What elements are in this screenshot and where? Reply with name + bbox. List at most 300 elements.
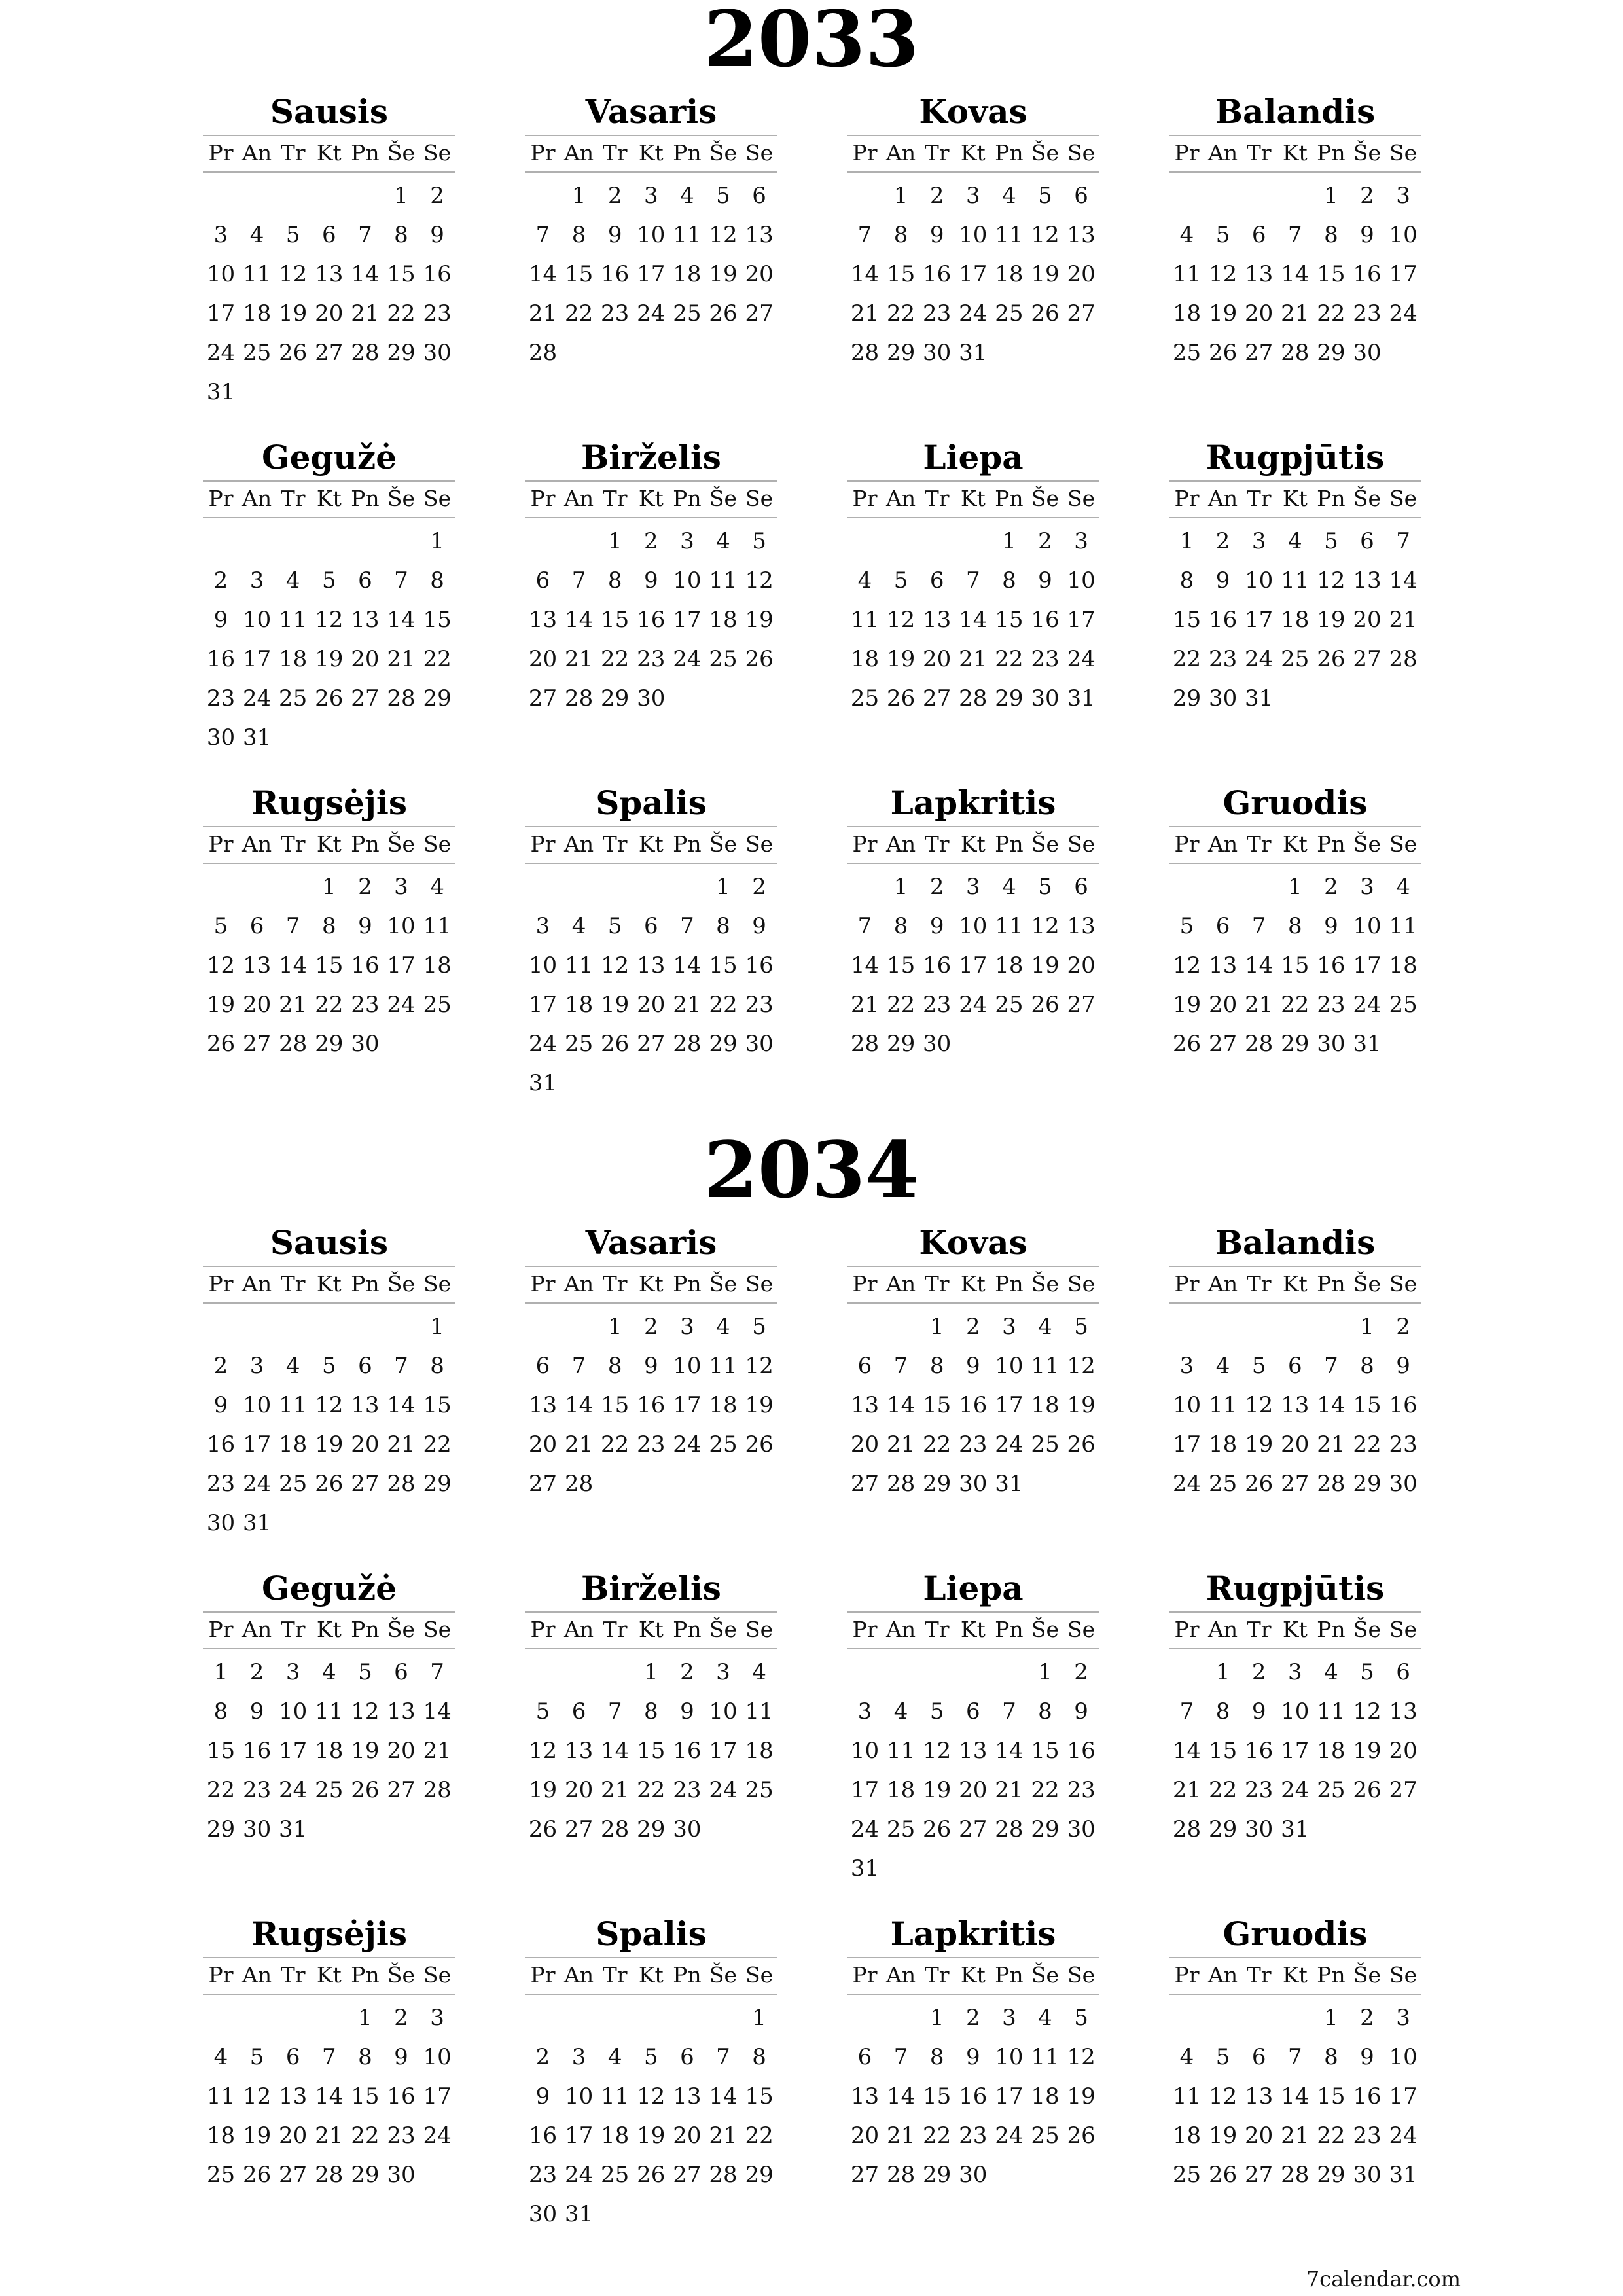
day-cell: 26: [923, 1816, 952, 1842]
day-cell: 7: [1396, 528, 1410, 554]
day-cell: 4: [571, 913, 586, 939]
day-cell: 11: [423, 913, 452, 939]
weekday-label: Pn: [351, 140, 380, 166]
day-cell: 3: [394, 874, 408, 900]
day-cell: 28: [850, 340, 880, 366]
day-cell: 4: [1179, 2044, 1194, 2070]
day-cell: 2: [680, 1659, 694, 1685]
day-cell: 7: [680, 913, 694, 939]
day-cell: 25: [1317, 1777, 1346, 1803]
day-cell: 12: [601, 952, 630, 978]
day-cell: 16: [745, 952, 774, 978]
day-cell: 24: [206, 340, 236, 366]
day-cell: 27: [528, 1471, 558, 1497]
month-divider: [203, 135, 455, 136]
weekday-label: An: [886, 1617, 916, 1642]
weekday-divider: [1169, 1648, 1421, 1649]
weekday-divider: [1169, 1302, 1421, 1304]
day-cell: 21: [564, 1431, 594, 1458]
day-cell: 7: [857, 913, 872, 939]
day-cell: 16: [1208, 607, 1238, 633]
day-cell: 19: [1353, 1738, 1382, 1764]
day-cell: 6: [1396, 1659, 1410, 1685]
day-cell: 5: [1179, 913, 1194, 939]
day-cell: 7: [607, 1698, 622, 1725]
day-cell: 3: [643, 183, 658, 209]
day-cell: 5: [716, 183, 730, 209]
day-cell: 1: [1002, 528, 1016, 554]
weekday-label: An: [886, 486, 916, 511]
month-divider: [847, 1957, 1099, 1958]
day-cell: 31: [242, 725, 272, 751]
weekday-label: Tr: [602, 1271, 628, 1297]
day-cell: 4: [1038, 2005, 1052, 2031]
day-cell: 9: [1324, 913, 1338, 939]
day-cell: 8: [571, 222, 586, 248]
day-cell: 19: [1317, 607, 1346, 633]
day-cell: 17: [673, 1392, 702, 1418]
month-divider: [847, 1611, 1099, 1613]
weekday-label: Tr: [924, 831, 950, 857]
day-cell: 18: [673, 261, 702, 287]
day-cell: 2: [929, 183, 944, 209]
day-cell: 2: [929, 874, 944, 900]
weekday-label: Se: [745, 1617, 774, 1642]
day-cell: 3: [1179, 1353, 1194, 1379]
day-cell: 18: [1172, 300, 1202, 327]
day-cell: 22: [601, 1431, 630, 1458]
day-cell: 12: [1208, 2083, 1238, 2109]
day-cell: 3: [1360, 874, 1374, 900]
day-cell: 25: [279, 1471, 308, 1497]
month-name: Gegužė: [261, 1569, 397, 1607]
weekday-label: Kt: [638, 1271, 664, 1297]
day-cell: 15: [564, 261, 594, 287]
day-cell: 18: [601, 2123, 630, 2149]
day-cell: 20: [637, 992, 666, 1018]
day-cell: 4: [213, 2044, 228, 2070]
day-cell: 21: [850, 300, 880, 327]
day-cell: 28: [886, 1471, 916, 1497]
day-cell: 26: [1067, 2123, 1096, 2149]
day-cell: 5: [752, 528, 766, 554]
weekday-label: Še: [709, 486, 738, 511]
day-cell: 24: [1245, 646, 1274, 672]
day-cell: 29: [923, 2162, 952, 2188]
day-cell: 22: [1208, 1777, 1238, 1803]
day-cell: 18: [423, 952, 452, 978]
weekday-label: Tr: [1246, 1962, 1272, 1988]
day-cell: 2: [1324, 874, 1338, 900]
weekday-divider: [525, 171, 777, 173]
day-cell: 10: [279, 1698, 308, 1725]
day-cell: 9: [1074, 1698, 1088, 1725]
day-cell: 22: [886, 992, 916, 1018]
day-cell: 22: [995, 646, 1024, 672]
weekday-label: Pr: [530, 486, 556, 511]
day-cell: 13: [1353, 567, 1382, 594]
day-cell: 29: [351, 2162, 380, 2188]
month-2033-5: [203, 437, 455, 778]
weekday-label: Se: [1067, 1617, 1096, 1642]
day-cell: 16: [351, 952, 380, 978]
weekday-label: Pr: [208, 1962, 234, 1988]
day-cell: 23: [923, 300, 952, 327]
weekday-label: Pn: [351, 1271, 380, 1297]
weekday-header-row: [525, 139, 777, 168]
day-cell: 15: [745, 2083, 774, 2109]
day-cell: 12: [1067, 1353, 1096, 1379]
day-cell: 20: [528, 1431, 558, 1458]
weekday-label: Pr: [208, 1271, 234, 1297]
weekday-label: Kt: [960, 140, 986, 166]
weekday-divider: [1169, 863, 1421, 864]
day-cell: 6: [857, 1353, 872, 1379]
day-cell: 16: [423, 261, 452, 287]
day-cell: 15: [1353, 1392, 1382, 1418]
day-cell: 17: [959, 952, 988, 978]
day-cell: 13: [923, 607, 952, 633]
month-2034-3: [847, 1223, 1099, 1563]
day-cell: 29: [1031, 1816, 1060, 1842]
day-cell: 30: [423, 340, 452, 366]
day-cell: 12: [1031, 913, 1060, 939]
day-cell: 25: [995, 992, 1024, 1018]
day-cell: 6: [285, 2044, 300, 2070]
day-cell: 24: [637, 300, 666, 327]
day-cell: 7: [394, 567, 408, 594]
weekday-header-row: [525, 1270, 777, 1299]
day-cell: 2: [965, 1314, 980, 1340]
year-block-2033: [0, 0, 1623, 1126]
day-cell: 27: [1281, 1471, 1310, 1497]
day-cell: 14: [850, 952, 880, 978]
day-cell: 18: [709, 1392, 738, 1418]
weekday-label: Se: [1067, 1271, 1096, 1297]
day-cell: 1: [1215, 1659, 1230, 1685]
month-name: Gegužė: [261, 438, 397, 476]
month-name: Rugpjūtis: [1205, 438, 1385, 476]
day-cell: 11: [745, 1698, 774, 1725]
day-cell: 10: [850, 1738, 880, 1764]
day-cell: 19: [1208, 300, 1238, 327]
weekday-divider: [847, 1994, 1099, 1995]
day-cell: 11: [1172, 261, 1202, 287]
day-cell: 17: [1353, 952, 1382, 978]
day-cell: 23: [423, 300, 452, 327]
day-cell: 8: [430, 1353, 444, 1379]
weekday-label: Kt: [638, 486, 664, 511]
day-cell: 27: [1245, 2162, 1274, 2188]
day-cell: 12: [1172, 952, 1202, 978]
day-cell: 4: [1002, 874, 1016, 900]
month-name: Sausis: [270, 92, 389, 131]
day-cell: 25: [673, 300, 702, 327]
day-cell: 25: [1031, 1431, 1060, 1458]
month-name: Liepa: [923, 438, 1024, 476]
weekday-label: An: [564, 831, 594, 857]
day-cell: 20: [850, 2123, 880, 2149]
day-cell: 22: [1317, 2123, 1346, 2149]
day-cell: 22: [923, 2123, 952, 2149]
weekday-label: Še: [1031, 1617, 1060, 1642]
day-cell: 1: [321, 874, 336, 900]
month-2033-9: [203, 783, 455, 1123]
day-cell: 25: [886, 1816, 916, 1842]
day-cell: 16: [1317, 952, 1346, 978]
day-cell: 29: [1281, 1031, 1310, 1057]
day-cell: 22: [423, 646, 452, 672]
weekday-divider: [525, 1994, 777, 1995]
day-cell: 28: [1281, 2162, 1310, 2188]
month-2033-1: [203, 92, 455, 432]
month-divider: [525, 1611, 777, 1613]
day-cell: 28: [959, 685, 988, 711]
day-cell: 16: [242, 1738, 272, 1764]
day-cell: 31: [995, 1471, 1024, 1497]
weekday-label: Pn: [673, 1617, 702, 1642]
day-cell: 18: [995, 952, 1024, 978]
day-cell: 17: [1172, 1431, 1202, 1458]
day-cell: 24: [1389, 2123, 1418, 2149]
day-cell: 12: [1245, 1392, 1274, 1418]
day-cell: 13: [673, 2083, 702, 2109]
day-cell: 18: [995, 261, 1024, 287]
day-cell: 13: [564, 1738, 594, 1764]
day-cell: 11: [1317, 1698, 1346, 1725]
month-name: Balandis: [1215, 1223, 1376, 1262]
weekday-header-row: [847, 139, 1099, 168]
day-cell: 23: [637, 1431, 666, 1458]
day-cell: 15: [423, 1392, 452, 1418]
day-cell: 20: [959, 1777, 988, 1803]
day-cell: 10: [709, 1698, 738, 1725]
day-cell: 26: [886, 685, 916, 711]
day-cell: 30: [1067, 1816, 1096, 1842]
day-cell: 6: [249, 913, 264, 939]
day-cell: 14: [1281, 2083, 1310, 2109]
day-cell: 13: [850, 2083, 880, 2109]
day-cell: 13: [745, 222, 774, 248]
weekday-label: Pr: [530, 140, 556, 166]
weekday-label: Pr: [852, 140, 878, 166]
day-cell: 26: [745, 646, 774, 672]
day-cell: 27: [242, 1031, 272, 1057]
day-cell: 24: [279, 1777, 308, 1803]
day-cell: 29: [1172, 685, 1202, 711]
month-2034-6: [525, 1568, 777, 1909]
weekday-label: Pr: [852, 831, 878, 857]
weekday-header-row: [203, 1961, 455, 1990]
day-cell: 12: [315, 607, 344, 633]
weekday-label: Pn: [351, 1617, 380, 1642]
day-cell: 24: [1172, 1471, 1202, 1497]
day-cell: 11: [709, 567, 738, 594]
day-cell: 5: [321, 567, 336, 594]
day-cell: 12: [279, 261, 308, 287]
day-cell: 6: [965, 1698, 980, 1725]
day-cell: 9: [1038, 567, 1052, 594]
day-cell: 11: [1281, 567, 1310, 594]
day-cell: 1: [1324, 183, 1338, 209]
day-cell: 12: [745, 1353, 774, 1379]
weekday-label: An: [1208, 140, 1238, 166]
day-cell: 3: [1287, 1659, 1302, 1685]
weekday-label: Kt: [960, 831, 986, 857]
day-cell: 4: [249, 222, 264, 248]
day-cell: 2: [358, 874, 372, 900]
weekday-label: Še: [387, 1271, 416, 1297]
day-cell: 10: [206, 261, 236, 287]
day-cell: 18: [1208, 1431, 1238, 1458]
day-cell: 17: [637, 261, 666, 287]
day-cell: 2: [607, 183, 622, 209]
day-cell: 12: [1317, 567, 1346, 594]
month-divider: [203, 1266, 455, 1267]
weekday-label: Pn: [673, 831, 702, 857]
day-cell: 23: [673, 1777, 702, 1803]
day-cell: 7: [358, 222, 372, 248]
weekday-label: Tr: [602, 1962, 628, 1988]
day-cell: 17: [387, 952, 416, 978]
day-cell: 18: [279, 646, 308, 672]
day-cell: 23: [601, 300, 630, 327]
day-cell: 2: [430, 183, 444, 209]
day-cell: 13: [1389, 1698, 1418, 1725]
day-cell: 27: [315, 340, 344, 366]
day-cell: 11: [279, 607, 308, 633]
weekday-label: Še: [1353, 486, 1382, 511]
day-cell: 20: [387, 1738, 416, 1764]
day-cell: 19: [886, 646, 916, 672]
day-cell: 18: [242, 300, 272, 327]
day-cell: 6: [358, 567, 372, 594]
month-name: Spalis: [596, 1914, 707, 1953]
day-cell: 27: [351, 685, 380, 711]
weekday-label: An: [242, 1617, 272, 1642]
day-cell: 15: [1208, 1738, 1238, 1764]
weekday-header-row: [847, 1615, 1099, 1644]
day-cell: 10: [637, 222, 666, 248]
day-cell: 14: [1172, 1738, 1202, 1764]
day-cell: 10: [959, 913, 988, 939]
day-cell: 19: [351, 1738, 380, 1764]
day-cell: 21: [1281, 2123, 1310, 2149]
day-cell: 22: [745, 2123, 774, 2149]
day-cell: 31: [1281, 1816, 1310, 1842]
day-cell: 12: [315, 1392, 344, 1418]
weekday-label: Tr: [924, 1617, 950, 1642]
day-cell: 17: [995, 1392, 1024, 1418]
day-cell: 1: [607, 528, 622, 554]
month-2034-2: [525, 1223, 777, 1563]
day-cell: 18: [1031, 2083, 1060, 2109]
day-cell: 7: [1324, 1353, 1338, 1379]
day-cell: 27: [1389, 1777, 1418, 1803]
day-cell: 20: [1353, 607, 1382, 633]
weekday-label: Še: [387, 831, 416, 857]
weekday-label: An: [886, 1271, 916, 1297]
day-cell: 7: [1179, 1698, 1194, 1725]
day-cell: 1: [430, 1314, 444, 1340]
day-cell: 13: [351, 607, 380, 633]
weekday-header-row: [847, 484, 1099, 513]
day-cell: 6: [1074, 183, 1088, 209]
day-cell: 13: [315, 261, 344, 287]
day-cell: 25: [423, 992, 452, 1018]
day-cell: 19: [528, 1777, 558, 1803]
day-cell: 4: [607, 2044, 622, 2070]
day-cell: 23: [1353, 2123, 1382, 2149]
day-cell: 29: [423, 1471, 452, 1497]
day-cell: 29: [995, 685, 1024, 711]
day-cell: 20: [1389, 1738, 1418, 1764]
weekday-label: Še: [1353, 1271, 1382, 1297]
day-cell: 22: [601, 646, 630, 672]
day-cell: 15: [1281, 952, 1310, 978]
weekday-divider: [1169, 1994, 1421, 1995]
day-cell: 10: [995, 2044, 1024, 2070]
day-cell: 17: [279, 1738, 308, 1764]
day-cell: 6: [1287, 1353, 1302, 1379]
day-cell: 23: [1317, 992, 1346, 1018]
weekday-label: Se: [745, 1962, 774, 1988]
weekday-divider: [525, 517, 777, 518]
day-cell: 28: [528, 340, 558, 366]
day-cell: 4: [1038, 1314, 1052, 1340]
day-cell: 8: [430, 567, 444, 594]
day-cell: 16: [923, 261, 952, 287]
day-cell: 26: [1208, 2162, 1238, 2188]
weekday-label: Pr: [530, 1962, 556, 1988]
day-cell: 12: [1208, 261, 1238, 287]
weekday-label: Pn: [1317, 1617, 1346, 1642]
day-cell: 22: [423, 1431, 452, 1458]
day-cell: 27: [1353, 646, 1382, 672]
month-2033-2: [525, 92, 777, 432]
month-name: Lapkritis: [890, 783, 1056, 822]
day-cell: 23: [1245, 1777, 1274, 1803]
day-cell: 8: [213, 1698, 228, 1725]
month-divider: [1169, 480, 1421, 482]
day-cell: 3: [1396, 183, 1410, 209]
day-cell: 26: [1067, 1431, 1096, 1458]
weekday-label: Pn: [351, 486, 380, 511]
weekday-divider: [525, 863, 777, 864]
day-cell: 14: [959, 607, 988, 633]
day-cell: 14: [564, 1392, 594, 1418]
weekday-label: Se: [745, 831, 774, 857]
day-cell: 19: [315, 1431, 344, 1458]
day-cell: 15: [351, 2083, 380, 2109]
day-cell: 30: [1353, 340, 1382, 366]
day-cell: 22: [1281, 992, 1310, 1018]
day-cell: 3: [1251, 528, 1266, 554]
weekday-label: Tr: [602, 1617, 628, 1642]
day-cell: 6: [1360, 528, 1374, 554]
weekday-label: Tr: [280, 1962, 306, 1988]
weekday-label: Se: [423, 486, 452, 511]
day-cell: 13: [1245, 261, 1274, 287]
day-cell: 20: [351, 1431, 380, 1458]
day-cell: 11: [601, 2083, 630, 2109]
day-cell: 29: [206, 1816, 236, 1842]
weekday-label: Pr: [208, 831, 234, 857]
day-cell: 18: [1389, 952, 1418, 978]
weekday-label: Tr: [602, 140, 628, 166]
day-cell: 3: [249, 567, 264, 594]
day-cell: 2: [535, 2044, 550, 2070]
